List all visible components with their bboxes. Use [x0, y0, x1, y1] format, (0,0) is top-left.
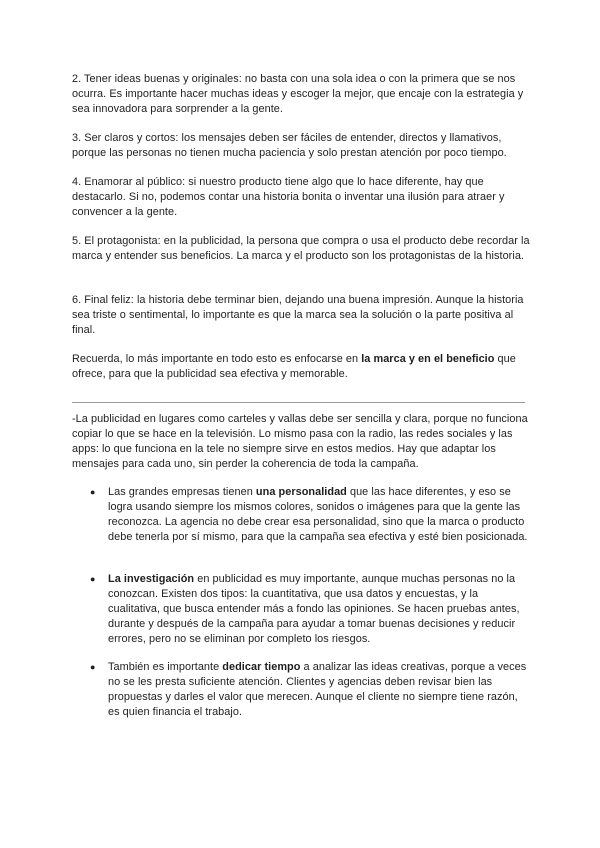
summary-bold-text: la marca y en el beneficio	[361, 353, 495, 365]
bullet-text-after: que las hace diferentes, y eso se logra usando siempre los mismos colores, sonidos o imágenes para que la gente las reconozca. La agencia no debe crear esa personalidad, sino que la marca o producto debe tenerla por sí mismo, para que la campaña sea efectiva y esté bien posicionada.	[108, 486, 528, 543]
bullet-bold-text: dedicar tiempo	[222, 661, 301, 673]
bullet-text-after: a analizar las ideas creativas, porque a veces no se les presta suficiente atención. Clientes y agencias deben revisar bien las propuestas y darles el valor que merecen. Aunque el cliente no siempre tiene razón, es quien financia el trabajo.	[108, 661, 527, 718]
bullet-text-before: También es importante	[108, 661, 223, 673]
intro-paragraph: -La publicidad en lugares como carteles y vallas debe ser sencilla y clara, porque no funciona copiar lo que se hace en la televisión. Lo mismo pasa con la radio, las redes sociales y las apps: lo que funciona en la tele no siempre sirve en estos medios. Hay que adaptar los mensajes para cada uno, sin perder la coherencia de toda la campaña.	[72, 413, 528, 470]
bullet-bold-text: una personalidad	[255, 486, 347, 498]
bullet-bold-text: La investigación	[108, 573, 195, 585]
bullet-dot-icon: ●	[90, 487, 96, 497]
bullet-dot-icon: ●	[90, 574, 96, 584]
bullet-text-before: Las grandes empresas tienen	[108, 486, 256, 498]
point-2-paragraph: 2. Tener ideas buenas y originales: no basta con una sola idea o con la primera que se nos ocurra. Es importante hacer muchas ideas y escoger la mejor, que encaje con la estrategia y sea innovadora para sorprender a la gente.	[72, 73, 524, 115]
summary-paragraph	[72, 352, 534, 382]
point-6-paragraph: 6. Final feliz: la historia debe terminar bien, dejando una buena impresión. Aunque la historia sea triste o sentimental, lo importante es que la marca sea la solución o la parte positiva al final.	[72, 294, 524, 336]
horizontal-divider	[72, 402, 525, 403]
summary-text-after: que ofrece, para que la publicidad sea efectiva y memorable.	[72, 353, 516, 380]
bullet-dot-icon: ●	[90, 662, 96, 672]
point-4-paragraph: 4. Enamorar al público: si nuestro producto tiene algo que lo hace diferente, hay que destacarlo. Si no, podemos contar una historia bonita o inventar una ilusión para atraer y convencer a la gente.	[72, 176, 505, 218]
point-5-paragraph: 5. El protagonista: en la publicidad, la persona que compra o usa el producto debe recordar la marca y entender sus beneficios. La marca y el producto son los protagonistas de la historia.	[72, 235, 530, 262]
bullet-item-personality	[90, 485, 532, 545]
bullet-item-research	[90, 572, 532, 647]
bullet-text-after: en publicidad es muy importante, aunque muchas personas no la conozcan. Existen dos tipos: la cuantitativa, que usa datos y encuestas, y la cualitativa, que busca entender más a fondo las opiniones. Se hacen pruebas antes, durante y después de la campaña para ayudar a tomar buenas decisiones y reducir errores, pero no se eliminan por completo los riesgos.	[108, 573, 520, 645]
point-3-paragraph: 3. Ser claros y cortos: los mensajes deben ser fáciles de entender, directos y llamativos, porque las personas no tienen mucha paciencia y solo prestan atención por poco tiempo.	[72, 132, 507, 159]
bullet-item-dedicate-time	[90, 660, 532, 720]
summary-text-before: Recuerda, lo más importante en todo esto es enfocarse en	[72, 353, 362, 365]
